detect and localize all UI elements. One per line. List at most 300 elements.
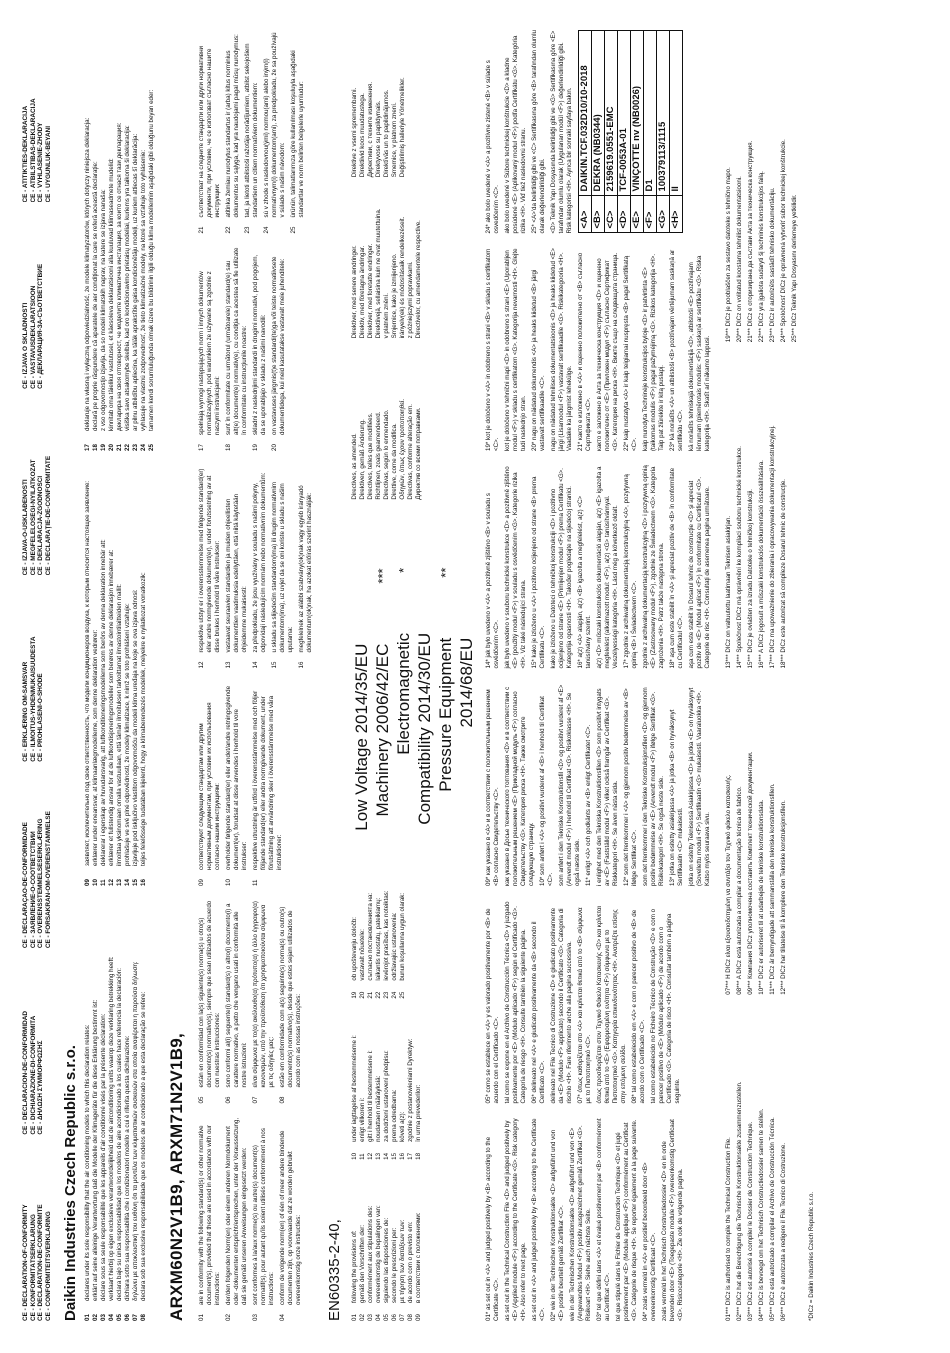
- provision-line: [407, 1174, 415, 1321]
- directive-row: [393, 554, 435, 838]
- language-number: 03: [367, 1314, 375, 1321]
- header-title: CE - ЗАЯВЛЕНИЕ-О-СООТВЕТСТВИИ: [29, 831, 37, 949]
- notes-block: [485, 30, 715, 1321]
- provision-line: [367, 1013, 375, 1160]
- amended-text: Direktiver, med foretatte endringer.: [367, 243, 375, 339]
- notes-col-1: [485, 1118, 715, 1322]
- code-key: <C>: [605, 196, 618, 233]
- header-col-7: [22, 30, 52, 202]
- provision-line: [375, 1174, 383, 1321]
- amended-col-2: [351, 191, 477, 338]
- directive-mark: *: [396, 567, 412, 573]
- conformity-text: съответстват на следните стандарти или други нормативни документи, при условие, че се използват съгласно нашите инструкции:: [198, 46, 222, 218]
- provision-line: [383, 1013, 391, 1160]
- intro-text: deklarerar i egenskap av huvudansvarig, att luftkonditioneringsmodellerna som berörs av denna deklaration innebär att:: [100, 539, 108, 866]
- intro-text: deklaruje na własną i wyłączną odpowiedzialność, że modele klimatyzatorów, których dotyczy niniejsza deklaracja:: [84, 117, 92, 431]
- language-number: 05: [116, 1314, 124, 1321]
- language-number: 04: [108, 1314, 116, 1321]
- language-number: 18: [92, 444, 100, 451]
- footer-col-2: [725, 683, 802, 995]
- header-titles: [22, 30, 52, 1321]
- code-value: TCF-0053A-01: [618, 31, 631, 197]
- note-text: όπως προσδιορίζεται στον Τεχνικό Φάκελο Κατασκευής <D> και κρίνεται θετικά από το <E> (Εφαρμοσμένη ενότητα <F>) σύμφωνα με το Πιστοποιητικό <G>. Κατηγορία επικινδυνότητας <H>. Ανατρέξτε επίσης στην επόμενη σελίδα.: [596, 906, 628, 1104]
- language-number: 15: [391, 1152, 399, 1160]
- conformity-paragraph: [198, 1118, 222, 1322]
- note-text: ako bolo uvedené v Súbore technickej konštrukcie <D> a kladne posúdené <E> (Aplikovaný modul <F>) podľa Certifikátu <G>. Kategória rizika <H>. Viď tiež nasledovnú stranu.: [504, 35, 528, 234]
- provision-line: [351, 1013, 359, 1160]
- provision-line: [383, 851, 391, 998]
- provision-text: following the provisions of:: [351, 1230, 359, 1303]
- intro-line: [100, 465, 108, 886]
- note-text: 13* jotka on esitetty asiakirjassa <A> ja jotka <B> on hyväksynyt Sertifikaatin <C> mukaisesti.: [669, 709, 685, 886]
- language-number: 16: [298, 661, 306, 669]
- header-title: CE - ERKLÆRING OM-SAMSVAR: [22, 661, 29, 762]
- intro-line: [124, 900, 132, 1321]
- intro-line: [116, 30, 124, 451]
- intro-text: tamamen kendi sorumluluğunda olmak üzere bu bildirinin ilgili olduğu klima modellerinin aşağıdaki gibi olduğunu beyan eder:: [148, 89, 156, 431]
- intro-line: [100, 30, 108, 451]
- amended-text: Direktiven, gemäß Änderung.: [359, 419, 367, 500]
- authorisation-text: 25*** DICz Teknik Yapı Dosyasını derlemeye yetkilidir.: [791, 194, 799, 343]
- conformity-paragraph: [252, 465, 268, 669]
- conformity-col-5: [198, 248, 317, 452]
- conformity-paragraph: [225, 30, 241, 234]
- authorisation-text: 24*** Spoločnosť DICz je oprávnená vytvoriť súbor technickej konštrukcie.: [780, 139, 788, 343]
- conformity-paragraph: [298, 465, 314, 669]
- header-title: CE - DECLARATION-OF-CONFORMITY: [22, 1204, 29, 1321]
- conformity-text: megfelelnek az alábbi szabvány(ok)nak vagy egyéb irányadó dokumentum(ok)nak, ha azokat előírás szerint használják:: [298, 485, 314, 653]
- intro-line: [108, 30, 116, 451]
- conformity-paragraph: [279, 1118, 303, 1322]
- intro-text: declara sob sua exclusiva responsabilidade que os modelos de ar condicionado a que esta declaração se refere:: [140, 991, 148, 1301]
- authorisation-text: 06*** DICz è autorizzata a redigere il File Tecnico di Costruzione.: [780, 1142, 788, 1321]
- language-number: 23: [132, 444, 140, 451]
- conformity-paragraph: [252, 248, 268, 452]
- conformity-text: estão em conformidade com a(s) seguinte(s) norma(s) ou outro(s) documento(s) normativo(s), desde que estes sejam utilizados de acordo com as nossas instruções:: [279, 906, 303, 1088]
- conformity-text: der/den folgenden Norm(en) oder einem anderen Normdokument oder -dokumenten entspricht/entsprechen, unter der Voraussetzung, daß sie gemäß unseren Anweisungen eingesetzt werden:: [225, 1117, 249, 1305]
- directive-name: Pressure Equipment 2014/68/EU: [436, 637, 477, 792]
- provision-line: [351, 1174, 359, 1321]
- directive-mark: ***: [375, 568, 391, 584]
- provisions-col-2: [351, 1013, 477, 1160]
- language-number: 19: [100, 444, 108, 451]
- intro-line: [148, 30, 156, 451]
- note-text: както е заложено в Акта за техническа конструкция <D> и оценено положително от <E> (Приложен модул <F>) съгласно Сертификат <G>. Категория на риска <H>. Вижте също на следващата страница.: [596, 252, 620, 451]
- conformity-paragraph: [271, 248, 287, 452]
- provision-line: [367, 1174, 375, 1321]
- intro-line: [132, 900, 140, 1321]
- amended-text: v platném znění.: [383, 293, 391, 339]
- language-number: 06: [225, 1096, 233, 1104]
- language-number: 14: [383, 1152, 391, 1160]
- language-number: 03: [100, 1314, 108, 1321]
- note-text: i enlighet med den Tekniska Konstruktionsfilen <D> som positivt intygats av <E> (Fastställd modul <F>) vilket också framgår av Certifikat <G>. Riskkategori <H>. Se även nästa sida.: [596, 688, 620, 886]
- intro-line: [116, 900, 124, 1321]
- note-text: som det fremkommer i den Tekniske Konstruksjonsfilen <D> og gjennom positiv bedømmelse av <E> (Anvendt modul <F>) ifølge Sertifikat <G>. Risikokategori <H>. Se også neste side.: [642, 687, 666, 886]
- provision-text: съгласно постановленията на:: [367, 892, 375, 981]
- provision-text: under iagttagelse af bestemmelserne i:: [351, 1035, 359, 1142]
- conformity-paragraph: [271, 465, 295, 669]
- header-title: CE - ATBILSTĪBAS-DEKLARĀCIJA: [29, 98, 37, 203]
- amended-text: Директиви, с техните изменения.: [367, 81, 375, 178]
- language-number: 18: [225, 444, 233, 451]
- intro-text: izjavljuje pod isključivo vlastitom odgovornošću da modeli klima uređaja na koje se ova izjava odnosi:: [132, 589, 140, 866]
- language-number: 23: [383, 991, 391, 999]
- directive-name: Machinery 2006/42/EC: [373, 643, 393, 817]
- note-text: jak bylo uvedeno v souboru technické konstrukce <D> a pozitivně zjištěno <E> (použitý modul <F>) v souladu s osvědčením <G>. Kategorie rizika <H>. Viz také následující strana.: [504, 466, 528, 669]
- provision-text: gemäß den Vorschriften der:: [359, 1224, 367, 1303]
- note-text: kā norādīts tehniskajā dokumentācijā <D>, atbilstoši <E> pozitīvajam lēmumam (piemērotais modulis: <F>) saskaņā ar sertifikātu <G>. Riska kategorija <H>. Skatīt arī nākamo lappusi.: [688, 255, 712, 451]
- conformity-paragraph: [198, 30, 222, 234]
- directive-name: Low Voltage 2014/35/EU: [352, 643, 372, 831]
- language-number: 22: [375, 991, 383, 999]
- provision-line: [399, 1174, 407, 1321]
- provisions-col-1: [351, 1174, 477, 1321]
- code-value: 2159619.0551-EMC: [605, 31, 618, 197]
- amended-text: Direktiver, med senere ændringer.: [351, 245, 359, 339]
- note-text: delineato nel File Tecnico di Costruzione <D> e giudicato positivamente da <E> (Modulo <F> applicato) secondo il Certificato <G>. Categoria di rischio <H>. Fare riferimento anche alla pagina successiva.: [550, 907, 574, 1104]
- provision-line: [391, 851, 399, 998]
- language-number: 20: [271, 444, 279, 451]
- header-col-6: [22, 216, 52, 388]
- authorisation-text: 17*** DICz ma upoważnienie do zbierania i opracowywania dokumentacji konstrukcyjnej.: [769, 425, 777, 669]
- amended-text: Directivas, conforme alteração em.: [407, 404, 415, 500]
- intro-col-3: [84, 30, 156, 451]
- company-name: Daikin Industries Czech Republic s.r.o.: [62, 1045, 80, 1321]
- authorisation-text: 19*** DICz je pooblaščen za sestavo datoteke s tehnično mapo.: [725, 167, 733, 343]
- amended-text: Οδηγιών, όπως έχουν τροποποιηθεί.: [399, 398, 407, 500]
- code-key: <H>: [670, 196, 683, 233]
- note-text: kot je določeno v tehnični mapi <D> in odobreno s strani <E> (Uporabljen modul <F>) v skladu s certifikatom <G>. Kategorija nevarnosti <H>. Glejte tudi naslednjo stran.: [504, 248, 528, 451]
- authorisation-text: 07*** Η DICz είναι εξουσιοδοτημένη να συντάξει τον Τεχνικό φάκελο κατασκευής.: [725, 774, 733, 995]
- language-number: 11: [252, 879, 260, 886]
- note-text: 04* zoals vermeld in <A> en positief beoordeeld door <B> overeenkomstig Certificaat <C>.: [642, 1162, 658, 1321]
- provision-line: [415, 1013, 423, 1160]
- provision-line: [399, 851, 407, 998]
- header-title: CE - FÖRSÄKRAN-OM-ÖVERENSTÄMMELSE: [44, 811, 52, 949]
- authorisation-text: 08*** A DICz está autorizada a compilar a documentação técnica de fabrico.: [736, 786, 744, 995]
- header-title: CE - KONFORMITÄTSERKLÄRUNG: [29, 1214, 37, 1321]
- intro-text: δηλώνει με αποκλειστική του ευθύνη ότι τα μοντέλα των κλιματιστικών συσκευών στα οποία αναφέρεται η παρούσα δήλωση:: [132, 961, 140, 1301]
- provision-text: követi a(z):: [399, 1111, 407, 1142]
- note-text: 21* както е изложено в <A> и оценено положително от <B> съгласно Сертификата <C>.: [577, 252, 593, 451]
- authorisation-text: 04*** DICz is bevoegd om het Technisch Constructiedossier samen te stellen.: [758, 1108, 766, 1321]
- amended-col-1: [351, 352, 477, 499]
- authorisation-text: 23*** DICz ir autorizēts sastādīt tehnisko dokumentāciju.: [769, 187, 777, 343]
- provision-line: [359, 1174, 367, 1321]
- intro-text: teljes felelőssége tudatában kijelenti, hogy a klímaberendezés modellek, melyekre e nyilatkozat vonatkozik:: [140, 572, 148, 866]
- intro-line: [140, 30, 148, 451]
- conformity-text: sont conformes à la/aux norme(s) ou autre(s) document(s) normatif(s), pour autant qu'ils soient utilisés conformément à nos instructions:: [252, 1128, 276, 1305]
- language-number: 01: [84, 1314, 92, 1321]
- conformity-text: respektive utstyr er i overensstemmelse med følgende standard(er) eller andre normgivende dokument(er), under forutssetning av at disse brukes i henhold til våre instrukser:: [198, 468, 222, 653]
- note-text: 16* a(z) <A> alapján, a(z) <B> igazolta a megfelelést, a(z) <C> tanúsítvány szerint.: [577, 495, 593, 669]
- provision-text: secondo le prescrizioni per:: [391, 1227, 399, 1303]
- authorisation-text: 02*** DICz hat die Berechtigung die Technische Konstruktionsakte zusammenzustellen.: [736, 1081, 744, 1321]
- note-text: 14* jak bylo uvedeno v <A> a pozitivně zjištěno <B> v souladu s osvědčením <C>.: [485, 493, 501, 669]
- code-row: [670, 31, 683, 234]
- provision-line: [359, 1013, 367, 1160]
- provision-text: conformément aux stipulations des:: [367, 1205, 375, 1303]
- header-title: CE - UYGUNLUK-BEYANI: [44, 126, 52, 203]
- language-number: 04: [279, 1314, 287, 1321]
- intro-line: [140, 900, 148, 1321]
- intro-text: declares under its sole responsibility that the air conditioning models to which this declaration relates:: [84, 1024, 92, 1301]
- note-text: wie in der Technischen Konstruktionsakte <D> aufgeführt und von <E> (Angewandtes Modul <F>) positiv ausgezeichnet gemäß Zertifikat <G>. Risikoart <H>. Siehe auch nächste Seite.: [569, 1125, 593, 1321]
- language-number: 21: [198, 226, 206, 234]
- conformity-text: sú v zhode s nasledovnou(ými) normou(ami) alebo iným(i) normatívnym(i) dokumentom(ami), za predpokladu, že sa používajú v súlade s našim návodom:: [263, 32, 287, 218]
- note-text: 12* som det fremkommer i <A> og gjennom positiv bedømmelse av <B> ifølge Sertifikat <C>.: [623, 688, 639, 886]
- amended-text: Direktive z vsemi spremembami.: [351, 87, 359, 178]
- conformity-paragraph: [244, 30, 260, 234]
- note-text: 15* kako je izloženo u <A> i pozitivno ocijenjeno od strane <B> prema Certifikatu <C>.: [531, 476, 547, 669]
- note-text: as set out in the Technical Construction File <D> and judged positively by <E> (Applied module <F>) according to the Certificate <G>. Risk category <H>. Also refer to next page.: [504, 1118, 528, 1321]
- amended-text: Direttive, come da modifica.: [391, 423, 399, 500]
- header-title: CE - IZJAVA-O-USKLAĐENOSTI: [22, 479, 29, 576]
- language-number: 02: [359, 1314, 367, 1321]
- intro-line: [124, 30, 132, 451]
- authorisation-text: 13*** DICz on valtuutettu laatimaan Teknisen asiakirjan.: [725, 515, 733, 669]
- language-number: 25: [290, 226, 298, 234]
- amended-text: Direktiv, med företagna ändringar.: [359, 245, 367, 339]
- note-text: 23* kā norādīts <A> un atbilstoši <B> pozitīvajam vērtējumam saskaņā ar sertifikātu <C>.: [669, 249, 685, 451]
- conformity-paragraph: [290, 30, 306, 234]
- intro-col-1: [84, 900, 156, 1321]
- intro-line: [100, 900, 108, 1321]
- conformity-col-3: [198, 683, 317, 887]
- provision-text: в соответствии с положениями:: [415, 1212, 423, 1303]
- code-row: [644, 31, 657, 234]
- header-col-4: [22, 589, 52, 761]
- conformity-text: spełniają wymogi następujących norm i innych dokumentów normalizacyjnych, pod warunkiem że używane są zgodnie z naszymi instrukcjami:: [198, 271, 222, 435]
- provision-text: siguiendo las disposiciones de:: [383, 1217, 391, 1303]
- authorisation-text: 20*** DICz on volitatud koostama tehnilist dokumentatsiooni.: [736, 176, 744, 343]
- amended-text: Smernice, v platnom znení.: [391, 102, 399, 178]
- conformity-paragraph: [252, 683, 284, 887]
- note-text: 02* wie in der Technischen Konstruktionsakte <D> aufgeführt und von <E> positiv beurteilt gemäß Zertifikat <C>.: [550, 1129, 566, 1321]
- conformity-paragraph: [198, 900, 222, 1104]
- provision-line: [407, 1013, 415, 1160]
- intro-line: [84, 30, 92, 451]
- intro-text: z vso odgovornostjo izjavlja, da so modeli klimatskih naprav, na katere se izjava nanaša:: [100, 189, 108, 431]
- footer-col-1: [725, 1009, 802, 1321]
- conformity-paragraph: [252, 1118, 276, 1322]
- note-text: zoals vermeld in het Technisch Constructiedossier <D> en in orde bevonden door <E> (Toegepaste module <F>) overeenkomstig Certificaat <G>. Risicocategorie <H>. Zie ook de volgende pagina.: [661, 1119, 685, 1321]
- intro-line: [132, 465, 140, 886]
- intro-text: erklærer under eneansvar, at klimaanlægmodellerne, som denne deklaration vedrører:: [92, 629, 100, 866]
- intro-line: [108, 900, 116, 1321]
- intro-text: kinnitab oma täielikul vastutusel, et käesoleva deklaratsiooni alla kuuluvad kliimaseadmete mudelid:: [108, 158, 116, 431]
- code-key: <G>: [657, 196, 670, 233]
- notes-col-4: [485, 465, 715, 669]
- code-value: VINÇOTTE nv (NB0026): [631, 31, 644, 197]
- language-number: 17: [407, 1152, 415, 1160]
- provision-text: prema odredbama:: [391, 1089, 399, 1142]
- conformity-paragraph: [225, 248, 249, 452]
- code-value: II: [670, 31, 683, 197]
- provision-text: ievērojot prasības, kas noteiktas:: [383, 890, 391, 981]
- provision-text: ob upoštevanju določb:: [351, 916, 359, 981]
- language-number: 15: [271, 661, 279, 669]
- authorisation-text: 22*** DICz yra įgaliota sudaryti šį techninės konstrukcijos failą.: [758, 170, 766, 343]
- language-number: 17: [84, 444, 92, 451]
- intro-text: заявляет, исключительно под свою ответственность, что модели кондиционеров воздуха, к которым относится настоящее заявление:: [84, 480, 92, 866]
- code-key: <D>: [618, 196, 631, 233]
- conformity-text: están en conformidad con la(s) siguiente(s) norma(s) u otro(s) documento(s) normativo(s), siempre que sean utilizados de acuerdo con nuestras instrucciones:: [198, 900, 222, 1088]
- authorisation-text: 09*** Компания DICz уполномочена составить Комплект технической документации.: [747, 751, 755, 995]
- code-row: [631, 31, 644, 234]
- intro-text: declara bajo su única responsabilidad que los modelos de aire acondicionado a los cuales hace referencia la declaración:: [116, 968, 124, 1301]
- note-text: 22* kaip nustatyta <A> ir kaip teigiamai nuspręsta <B> pagal Sertifikatą <C>.: [623, 255, 639, 451]
- authorisation-text: 15*** DICz je ovlašten za izradu Datoteke o tehničkoj konstrukciji.: [747, 488, 755, 669]
- language-number: 12: [367, 1152, 375, 1160]
- header-title: CE - DECLARACION-DE-CONFORMIDAD: [22, 1011, 29, 1135]
- intro-text: visiška savo atsakomybe skelbia, kad oro kondicionavimo prietaisų modeliai, kuriems yra taikoma ši deklaracija:: [124, 125, 132, 431]
- conformity-text: on vastavuses järgmis(t)e standardi(te)ga või teiste normatiivsete dokumentidega, kui neid kasutatakse vastavalt meie juhenditele:: [271, 256, 287, 435]
- amended-text: Richtlijnen, zoals geamendeerd.: [375, 411, 383, 500]
- intro-line: [92, 900, 100, 1321]
- conformity-col-1: [198, 1118, 317, 1322]
- note-text: aşa cum este stabilit în Dosarul tehnic de construcţie <D> şi apreciat pozitiv de <E> (Modul aplicat <F>) în conformitate cu Certificatul <G>. Categorie de risc <H>. Consultaţi de asemenea pagina următoare.: [688, 476, 712, 669]
- amended-text: Direktīvās un to papildinājumos.: [383, 89, 391, 178]
- conformity-paragraph: [198, 465, 222, 669]
- language-number: 09: [415, 1314, 423, 1321]
- header-title: CE - MEGFELELŐSÉGI-NYILATKOZAT: [29, 459, 37, 576]
- language-number: 22: [124, 444, 132, 451]
- authorisation-text: 01*** DICz is authorised to compile the Technical Construction File.: [725, 1137, 733, 1321]
- code-key: <B>: [592, 196, 605, 233]
- note-text: 09* как указано в <A> и в соответствии с положительным решением <B> согласно Свидетельству <C>.: [485, 689, 501, 886]
- conformity-text: είναι σύμφωνα με το(α) ακόλουθο(α) πρότυπο(α) ή άλλο έγγραφο(α) κανονισμών, υπό την προϋπόθεση ότι χρησιμοποιούνται σύμφωνα με τις οδηγίες μας:: [252, 901, 276, 1088]
- language-number: 22: [225, 226, 233, 234]
- footer-col-4: [725, 30, 802, 342]
- language-number: 17: [198, 444, 206, 451]
- header-title: CE - VYHLÁSENIE-ZHODY: [37, 122, 45, 203]
- note-text: 19* kot je določeno v <A> in odobreno s strani <B> v skladu s certifikatom <C>.: [485, 248, 501, 451]
- note-text: 06* delineato nel <A> e giudicato positivamente da <B> secondo il Certificato <C>.: [531, 921, 547, 1104]
- note-text: 11* enligt <A> och godkänts av <B> enligt Certifikatet <C>.: [585, 724, 593, 886]
- conformity-text: atitinka žemiau nurodytus standartus ir (arba) kitus norminius dokumentus su sąlyga, kad yra naudojami pagal mūsų nurodymus:: [225, 34, 241, 218]
- language-number: 23: [244, 226, 252, 234]
- language-number: 06: [124, 1314, 132, 1321]
- header-title: CE - PROHLÁŠENÍ-O-SHODĚ: [37, 673, 45, 762]
- language-number: 04: [375, 1314, 383, 1321]
- language-number: 01: [198, 1314, 206, 1321]
- note-text: jotka on esitetty Teknisessä Asiakirjassa <D> ja jotka <E> on hyväksynyt (Sovellettu moduli <F>) Sertifikaatin <G> mukaisesti. Vaaraluokka <H>. Katso myös seuraava sivu.: [688, 687, 712, 886]
- provision-text: održiavajúc ustanovenia:: [391, 912, 399, 981]
- conformity-text: vastaavat seuraavien standardien ja muiden ohjeellisten dokumenttien vaatimuksia edellyttäen, että niitä käytetään ohjeidemme mukaisesti:: [225, 493, 249, 653]
- amended-text: Directivelor, cu amendamentele respective.: [415, 220, 423, 339]
- amended-text: Smjernice, kako je izmijenjeno.: [391, 253, 399, 339]
- language-number: 08: [279, 1096, 287, 1104]
- note-text: nagu on näidatud tehnilises dokumentatsioonis <D> ja heaks kiidetud <E> järgi (Lisamoodul <F>) vastavalt sertifikaadile <G>. Riskikategooria <H>. Vaadake ka järgmist lehekülge.: [550, 248, 574, 451]
- note-text: tel que stipulé dans le Fichier de Construction Technique <D> et jugé positivement par <E> (Module appliqué <F>) conformément au Certificat <G>. Catégorie de risque <H>. Se reporter également à la page suivante.: [615, 1119, 639, 1321]
- language-number: 11: [359, 1153, 367, 1160]
- amended-text: Директив со всеми поправками.: [415, 407, 423, 500]
- authorisation-notes: [725, 30, 802, 1321]
- intro-text: déclare sous sa seule responsabilité que les appareils d'air conditionné visés par la présente déclaration:: [100, 1013, 108, 1301]
- authorisation-text: 05*** DICz está autorizado a compilar el Archivo de Construcción Técnica.: [769, 1117, 777, 1321]
- code-row: [605, 31, 618, 234]
- header-title: CE - ΔΗΛΩΣΗ ΣΥΜΜΟΡΦΩΣΗΣ: [37, 1040, 45, 1135]
- directive-row: [372, 554, 393, 838]
- provision-text: με τήρηση των διατάξεων των:: [399, 1219, 407, 1303]
- header-title: CE - IZJAVA O SKLADNOSTI: [22, 302, 29, 389]
- intro-text: erklærer et fullstendig ansvar for at de luftkondisjoneringsmodeller som berøres av denne deklarasjon innebærer at:: [108, 549, 116, 866]
- note-text: 08* tal como estabelecido em <A> e com o parecer positivo de <B> de acordo com o Certificado <C>.: [631, 909, 647, 1104]
- conformity-paragraph: [225, 1118, 249, 1322]
- dicz-definition: *DICz = Daikin Industries Czech Republic s.r.o.: [808, 1191, 816, 1321]
- intro-text: declară pe proprie răspundere că aparatele de aer condiţionat la care se referă această declaraţie:: [92, 161, 100, 431]
- code-row: [579, 31, 592, 234]
- language-number: 07: [252, 1096, 260, 1104]
- conformity-paragraph: [263, 30, 287, 234]
- provision-text: bunun koşullarına uygun olarak:: [399, 892, 407, 981]
- amended-text: Değiştirilmiş halleriyle Yönetmelikler.: [399, 77, 407, 178]
- conformity-paragraph: [279, 900, 303, 1104]
- note-text: 24* ako bolo uvedené v <A> a pozitívne zistené <B> v súlade s osvedčením <C>.: [485, 60, 501, 234]
- conformity-col-4: [198, 465, 317, 669]
- authorisation-text: 16*** A DICz jogosult a műszaki konstrukciós dokumentáció összeállítására.: [758, 460, 766, 669]
- directive-mark: [351, 554, 372, 584]
- directive-name: Electromagnetic Compatibility 2014/30/EU: [394, 632, 435, 825]
- amended-text: Direktiivid koos muudatustega.: [359, 92, 367, 178]
- header-title: CE - ATITIKTIES-DEKLARACIJA: [22, 105, 29, 203]
- directive-row: [435, 554, 477, 838]
- note-text: 05* como se establece en <A> y es valorado positivamente por <B> de acuerdo con el Certificado <C>.: [485, 908, 501, 1104]
- provision-text: de acordo com o previsto em:: [407, 1221, 415, 1303]
- note-text: <D> Teknik Yapı Dosyasında belirtildiği gibi ve <G> Sertifikasına göre <E> tarafından olumlu olarak (Uygulanan modül <F>) değerlendirildiği gibi. Risk kategorisi <H>. Ayrıca bir sonraki sayfaya bakın.: [550, 30, 574, 234]
- language-number: 08: [140, 1314, 148, 1321]
- note-text: a(z) <D> műszaki konstrukciós dokumentáció alapján, a(z) <E> igazolta a megfelelést (alkalmazott modul: <F>), a(z) <G> tanúsítvánnyal. Veszélyességi kategória <H>. Lásd még a következő oldalt.: [596, 466, 620, 669]
- language-number: 21: [116, 444, 124, 451]
- conformity-text: skladni z naslednjimi standardi in drugimi normativi, pod pogojem, da se uporabljajo v skladu z našimi navodili:: [252, 254, 268, 435]
- conformity-col-2: [198, 900, 317, 1104]
- header-col-2: [22, 962, 52, 1134]
- header-title: CE - ДЕКЛАРАЦИЯ-ЗА-СЪОТВЕТСТВИЕ: [37, 263, 45, 389]
- note-text: zgodnie z archiwalną dokumentacją konstrukcyjną <D> i pozytywną opinią <E> (Zastosowany moduł <F>), zgodnie ze Świadectwem <G>. Kategoria zagrożenia <H>. Patrz także następna strona.: [642, 465, 666, 669]
- language-number: 09: [198, 879, 206, 886]
- note-text: som anført i den Tekniske Konstruktionsfil <D> og positivt vurderet af <E> (Anvendt modul <F>) i henhold til Certifikat <G>. Risikoklasse <H>. Se også næste side.: [558, 684, 582, 886]
- language-number: 14: [252, 661, 260, 669]
- amended-text: Directivas, según lo enmendado.: [383, 409, 391, 500]
- provision-line: [391, 1013, 399, 1160]
- intro-line: [124, 465, 132, 886]
- provision-text: za dodržení ustanovení předpisu:: [383, 1050, 391, 1142]
- authorisation-text: 12*** DICz har tillatelse til å kompilere den Tekniske konstruksjonsfilen.: [780, 800, 788, 995]
- language-number: 05: [383, 1314, 391, 1321]
- intro-line: [92, 465, 100, 886]
- code-row: [592, 31, 605, 234]
- conformity-text: u skladu sa slijedećim standardom(ima) ili drugim normativnim dokumentom(ima), uz uvjet da se oni koriste u skladu s našim uputama:: [271, 481, 295, 653]
- language-number: 10: [225, 879, 233, 886]
- intro-line: [132, 30, 140, 451]
- intro-text: erklärt auf seine alleinige Verantwortung daß die Modelle der Klimageräte für die diese Erklärung bestimmt ist:: [92, 999, 100, 1301]
- language-number: 08: [407, 1314, 415, 1321]
- conformity-paragraph: [225, 683, 249, 887]
- conformity-paragraph: [225, 900, 249, 1104]
- provision-line: [391, 1174, 399, 1321]
- header-title: CE - ILMOITUS-YHDENMUKAISUUDESTA: [29, 636, 37, 762]
- authorisation-text: 10*** DICz er autoriseret til at udarbejde de tekniske konstruktionsdata.: [758, 799, 766, 995]
- language-number: 09: [84, 879, 92, 886]
- intro-line: [108, 465, 116, 886]
- conformity-paragraph: [252, 900, 276, 1104]
- note-text: as set out in <A> and judged positively by <B> according to the Certificate <C>.: [531, 1118, 547, 1321]
- conformity-col-6: [198, 30, 317, 234]
- amended-col-3: [351, 30, 477, 177]
- provision-text: gitt i henhold til bestemmelsene i:: [367, 1050, 375, 1142]
